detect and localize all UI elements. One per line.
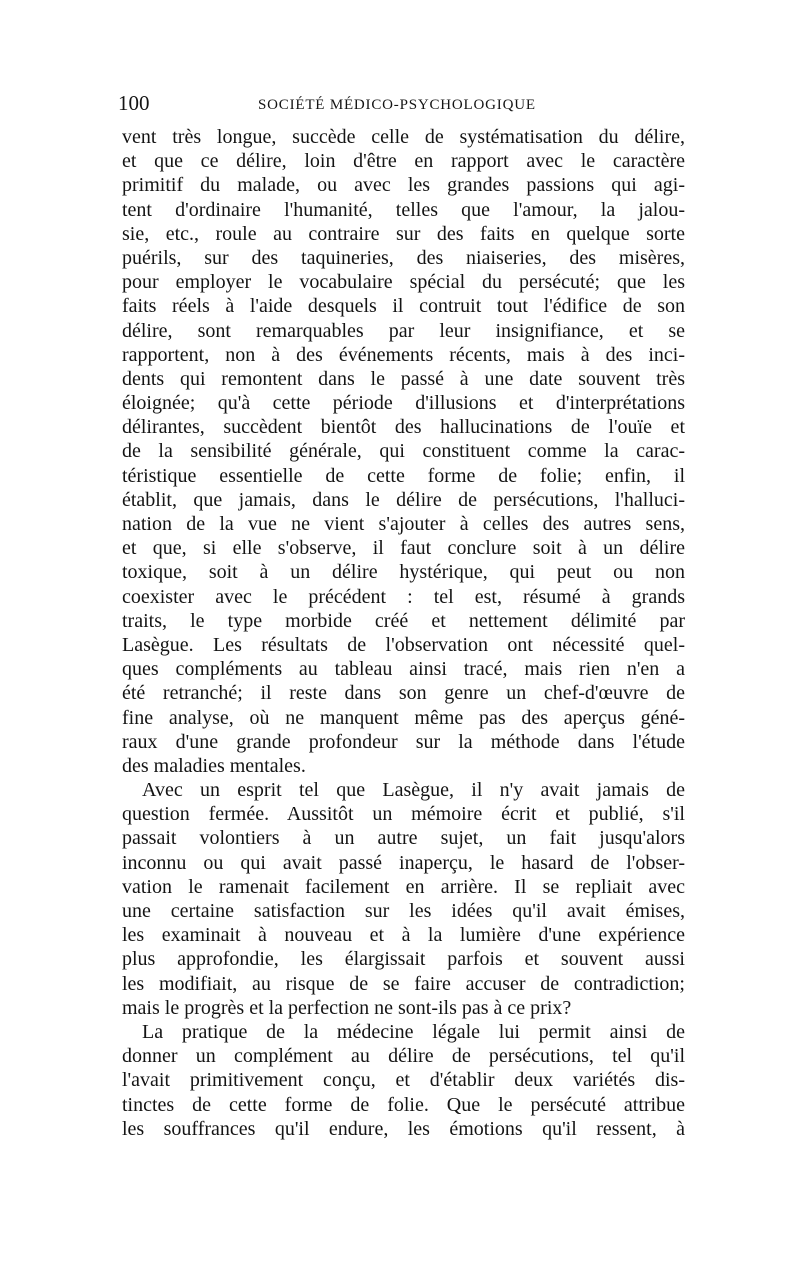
text-line: éloignée; qu'à cette période d'illusions et d'interprétations bbox=[122, 392, 685, 415]
text-line: Lasègue. Les résultats de l'observation ont nécessité quel- bbox=[122, 633, 685, 656]
text-line: vent très longue, succède celle de systématisation du délire, bbox=[122, 126, 685, 148]
text-line: inconnu ou qui avait passé inaperçu, le hasard de l'obser- bbox=[122, 851, 685, 874]
text-line: fine analyse, où ne manquent même pas des aperçus géné- bbox=[122, 706, 685, 729]
text-line: les souffrances qu'il endure, les émotions qu'il ressent, à bbox=[122, 1117, 685, 1140]
text-line: ques compléments au tableau ainsi tracé, mais rien n'en a bbox=[122, 658, 685, 681]
text-line: et que ce délire, loin d'être en rapport avec le caractère bbox=[122, 150, 685, 173]
text-line: raux d'une grande profondeur sur la méthode dans l'étude bbox=[122, 730, 685, 753]
text-line: une certaine satisfaction sur les idées qu'il avait émises, bbox=[122, 900, 685, 922]
text-line: question fermée. Aussitôt un mémoire écrit et publié, s'il bbox=[122, 803, 685, 826]
text-line: Avec un esprit tel que Lasègue, il n'y avait jamais de bbox=[142, 779, 685, 802]
text-line: coexister avec le précédent : tel est, résumé à grands bbox=[122, 585, 685, 608]
text-line: sie, etc., roule au contraire sur des faits en quelque sorte bbox=[122, 222, 685, 245]
text-line: délire, sont remarquables par leur insignifiance, et se bbox=[122, 319, 685, 342]
text-line: de la sensibilité générale, qui constituent comme la carac- bbox=[122, 440, 685, 463]
text-line: mais le progrès et la perfection ne sont-ils pas à ce prix? bbox=[122, 996, 572, 1019]
text-line: et que, si elle s'observe, il faut conclure soit à un délire bbox=[122, 537, 685, 560]
text-line: les modifiait, au risque de se faire accuser de contradiction; bbox=[122, 972, 685, 995]
page-header bbox=[118, 90, 683, 120]
text-line: tent d'ordinaire l'humanité, telles que l'amour, la jalou- bbox=[122, 198, 685, 221]
text-line: traits, le type morbide créé et nettement délimité par bbox=[122, 609, 685, 632]
text-line: faits réels à l'aide desquels il contruit tout l'édifice de son bbox=[122, 295, 685, 318]
text-line: puérils, sur des taquineries, des niaiseries, des misères, bbox=[122, 246, 685, 269]
text-line: établit, que jamais, dans le délire de persécutions, l'halluci- bbox=[122, 488, 685, 511]
text-line: toxique, soit à un délire hystérique, qui peut ou non bbox=[122, 561, 685, 584]
text-line: pour employer le vocabulaire spécial du persécuté; que les bbox=[122, 271, 685, 294]
text-line: vation le ramenait facilement en arrière. Il se repliait avec bbox=[122, 875, 685, 898]
text-line: plus approfondie, les élargissait parfois et souvent aussi bbox=[122, 948, 685, 971]
text-line: La pratique de la médecine légale lui permit ainsi de bbox=[142, 1020, 685, 1043]
text-line: dents qui remontent dans le passé à une date souvent très bbox=[122, 367, 685, 390]
text-line: été retranché; il reste dans son genre un chef-d'œuvre de bbox=[122, 682, 685, 705]
text-line: des maladies mentales. bbox=[122, 754, 306, 777]
text-line: primitif du malade, ou avec les grandes passions qui agi- bbox=[122, 174, 685, 197]
text-line: tinctes de cette forme de folie. Que le persécuté attribue bbox=[122, 1093, 685, 1116]
running-title: SOCIÉTÉ MÉDICO-PSYCHOLOGIQUE bbox=[258, 97, 536, 113]
text-line: donner un complément au délire de persécutions, tel qu'il bbox=[122, 1045, 685, 1068]
text-line: les examinait à nouveau et à la lumière d'une expérience bbox=[122, 924, 685, 947]
text-line: passait volontiers à un autre sujet, un fait jusqu'alors bbox=[122, 827, 685, 850]
text-line: l'avait primitivement conçu, et d'établir deux variétés dis- bbox=[122, 1069, 685, 1092]
text-line: nation de la vue ne vient s'ajouter à celles des autres sens, bbox=[122, 513, 685, 535]
body-text bbox=[122, 125, 685, 1141]
text-line: rapportent, non à des événements récents, mais à des inci- bbox=[122, 343, 685, 366]
text-line: délirantes, succèdent bientôt des hallucinations de l'ouïe et bbox=[122, 416, 685, 439]
page-number: 100 bbox=[118, 91, 150, 115]
text-line: téristique essentielle de cette forme de folie; enfin, il bbox=[122, 464, 685, 487]
